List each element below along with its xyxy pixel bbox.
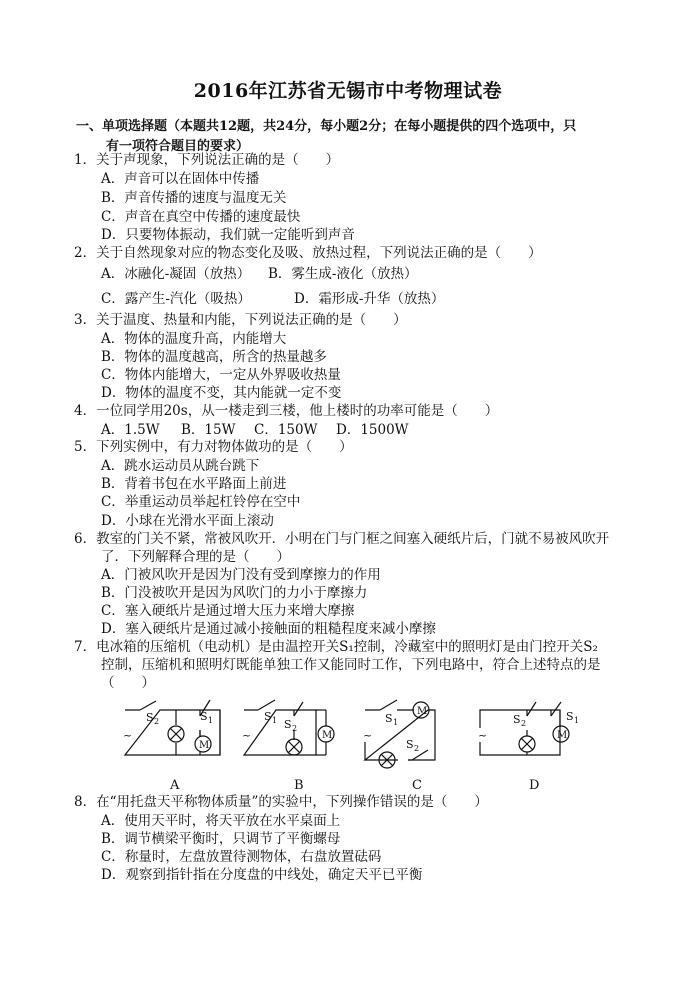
question-6-option-c: C．塞入硬纸片是通过增大压力来增大摩擦	[101, 603, 355, 619]
question-2-option-b: B．雾生成-液化（放热）	[268, 266, 418, 282]
label-b-s1-sub: 1	[272, 716, 278, 725]
question-6-option-b: B．门没被吹开是因为风吹门的力小于摩擦力	[101, 585, 368, 601]
question-3-option-b: B．物体的温度越高，所含的热量越多	[101, 349, 327, 365]
ac-source-c: ~	[363, 729, 373, 742]
label-d-s1-sub: 1	[574, 716, 580, 725]
question-8-option-d: D．观察到指针指在分度盘的中线处，确定天平已平衡	[101, 867, 423, 883]
question-4-option-d: D．1500W	[336, 422, 409, 438]
question-5-option-b: B．背着书包在水平路面上前进	[101, 476, 287, 492]
question-8-option-a: A．使用天平时，将天平放在水平桌面上	[101, 813, 341, 829]
question-2-option-d: D．霜形成-升华（放热）	[294, 291, 445, 307]
question-5-option-c: C．举重运动员举起杠铃停在空中	[101, 494, 301, 510]
question-4-option-a: A．1.5W	[101, 422, 160, 438]
question-7-stem-line3: （ ）	[101, 675, 155, 691]
question-7-stem-line2: 控制，压缩机和照明灯既能单独工作又能同时工作，下列电路中，符合上述特点的是	[101, 657, 601, 673]
section-heading-line1: 一、单项选择题（本题共12题，共24分，每小题2分；在每小题提供的四个选项中，只	[76, 119, 577, 134]
label-b-s2: S	[284, 718, 292, 731]
label-a-s1-sub: 1	[208, 716, 214, 725]
motor-c: M	[417, 706, 428, 717]
label-a-s2-sub: 2	[154, 717, 160, 726]
question-6-option-a: A．门被风吹开是因为门没有受到摩擦力的作用	[101, 567, 381, 583]
question-3-option-d: D．物体的温度不变，其内能就一定不变	[101, 385, 342, 401]
question-1-option-c: C．声音在真空中传播的速度最快	[101, 209, 301, 225]
label-b-s1: S	[264, 710, 272, 723]
section-heading-line2: 有一项符合题目的要求）	[106, 139, 250, 154]
question-5-stem: 5．下列实例中，有力对物体做功的是（ ）	[74, 439, 353, 455]
motor-a: M	[199, 740, 210, 751]
label-d-s2: S	[513, 713, 521, 726]
label-d-s1: S	[566, 710, 574, 723]
ac-source-b: ~	[242, 729, 252, 742]
label-b-s2-sub: 2	[292, 724, 298, 733]
question-8-option-b: B．调节横梁平衡时，只调节了平衡螺母	[101, 831, 341, 847]
question-5-option-d: D．小球在光滑水平面上滚动	[101, 513, 274, 529]
question-5-option-a: A．跳水运动员从跳台跳下	[101, 458, 260, 474]
question-3-option-c: C．物体内能增大，一定从外界吸收热量	[101, 367, 341, 383]
question-8-option-c: C．称量时，左盘放置待测物体，右盘放置砝码	[101, 849, 382, 865]
ac-source-d: ~	[478, 729, 488, 742]
label-d-s2-sub: 2	[521, 719, 527, 728]
question-6-stem-line2: 了．下列解释合理的是（ ）	[101, 549, 290, 565]
question-1-stem: 1．关于声现象，下列说法正确的是（ ）	[74, 152, 340, 168]
circuit-label-d: D	[529, 778, 540, 793]
question-7-stem-line1: 7．电冰箱的压缩机（电动机）是由温控开关S₁控制，冷藏室中的照明灯是由门控开关S₂	[74, 639, 598, 655]
label-a-s2: S	[146, 711, 154, 724]
circuit-label-c: C	[412, 778, 422, 793]
question-6-stem-line1: 6．教室的门关不紧，常被风吹开．小明在门与门框之间塞入硬纸片后，门就不易被风吹开	[74, 531, 610, 547]
label-c-s1-sub: 1	[393, 718, 399, 727]
question-3-option-a: A．物体的温度升高，内能增大	[101, 331, 287, 347]
label-c-s2: S	[406, 738, 414, 751]
label-a-s1: S	[200, 710, 208, 723]
question-6-option-d: D．塞入硬纸片是通过减小接触面的粗糙程度来减小摩擦	[101, 621, 436, 637]
motor-b: M	[322, 730, 333, 741]
question-2-option-c: C．露产生-汽化（吸热）	[101, 291, 251, 307]
circuit-diagrams	[0, 690, 696, 810]
question-8-stem: 8．在“用托盘天平称物体质量”的实验中，下列操作错误的是（ ）	[74, 794, 488, 810]
question-1-option-d: D．只要物体振动，我们就一定能听到声音	[101, 227, 355, 243]
motor-d: M	[557, 730, 568, 741]
circuit-d	[476, 702, 569, 755]
circuit-label-a: A	[170, 778, 180, 793]
question-1-option-a: A．声音可以在固体中传播	[101, 171, 260, 187]
question-2-stem: 2．关于自然现象对应的物态变化及吸、放热过程，下列说法正确的是（ ）	[74, 245, 542, 261]
label-c-s1: S	[385, 712, 393, 725]
question-2-option-a: A．冰融化-凝固（放热）	[101, 266, 251, 282]
label-c-s2-sub: 2	[414, 744, 420, 753]
question-3-stem: 3．关于温度、热量和内能，下列说法正确的是（ ）	[74, 312, 407, 328]
ac-source-a: ~	[123, 729, 133, 742]
question-1-option-b: B．声音传播的速度与温度无关	[101, 190, 287, 206]
question-4-option-b: B．15W	[181, 422, 236, 438]
question-4-option-c: C．150W	[254, 422, 318, 438]
circuit-label-b: B	[294, 778, 304, 793]
page-title: 2016年江苏省无锡市中考物理试卷	[193, 80, 503, 102]
question-4-stem: 4．一位同学用20s，从一楼走到三楼，他上楼时的功率可能是（ ）	[74, 403, 499, 419]
